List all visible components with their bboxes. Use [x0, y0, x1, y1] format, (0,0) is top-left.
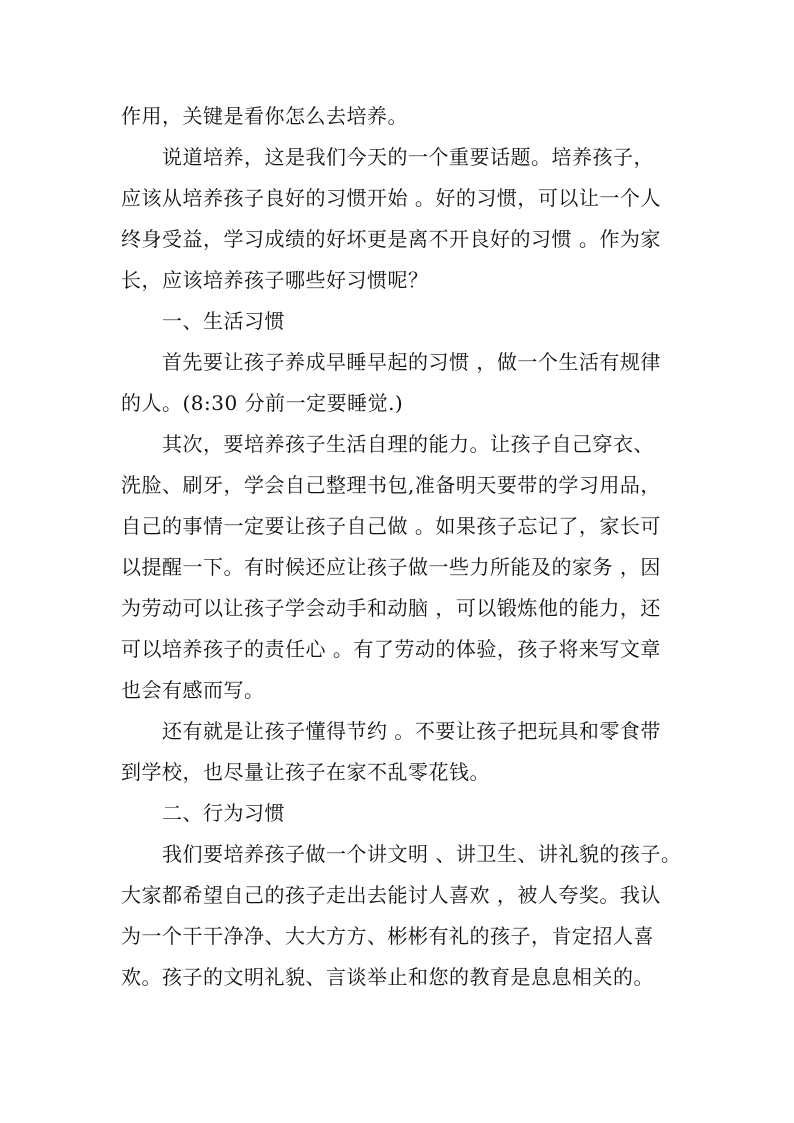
paragraph-thrift	[121, 711, 687, 793]
section-heading-behavior-habits	[121, 793, 687, 834]
text-line: 说道培养，这是我们今天的一个重要话题。培养孩子，	[162, 145, 654, 169]
text-line: 为一个干干净净、大大方方、彬彬有礼的孩子，肯定招人喜	[121, 924, 654, 948]
text-line: 终身受益，学习成绩的好坏更是离不开良好的习惯 。作为家	[121, 227, 661, 251]
paragraph-continuation	[121, 96, 687, 137]
text-line: 洗脸、刷牙，学会自己整理书包,准备明天要带的学习用品，	[121, 473, 661, 497]
text-line: 其次，要培养孩子生活自理的能力。让孩子自己穿衣、	[162, 432, 654, 456]
text-line: 以提醒一下。有时候还应让孩子做一些力所能及的家务 ，因	[121, 555, 661, 579]
text-line: 首先要让孩子养成早睡早起的习惯 ，做一个生活有规律	[162, 350, 661, 374]
paragraph-self-care	[121, 424, 687, 711]
text-line: 一、生活习惯	[162, 309, 285, 333]
text-line: 作用，关键是看你怎么去培养。	[121, 104, 408, 128]
text-line: 也会有感而写。	[121, 678, 265, 702]
text-line: 欢。孩子的文明礼貌、言谈举止和您的教育是息息相关的。	[121, 965, 654, 989]
text-line: 长，应该培养孩子哪些好习惯呢？	[121, 268, 429, 292]
text-line: 二、行为习惯	[162, 801, 285, 825]
paragraph-manners	[121, 834, 687, 998]
text-line: 的人。(8:30 分前一定要睡觉.)	[121, 391, 404, 415]
text-line: 大家都希望自己的孩子走出去能讨人喜欢 ，被人夸奖。我认	[121, 883, 661, 907]
paragraph-sleep	[121, 342, 687, 424]
text-line: 应该从培养孩子良好的习惯开始 。好的习惯，可以让一个人	[121, 186, 661, 210]
text-line: 还有就是让孩子懂得节约 。不要让孩子把玩具和零食带	[162, 719, 661, 743]
text-line: 可以培养孩子的责任心 。有了劳动的体验，孩子将来写文章	[121, 637, 661, 661]
section-heading-living-habits	[121, 301, 687, 342]
document-body	[121, 96, 687, 998]
text-line: 自己的事情一定要让孩子自己做 。如果孩子忘记了，家长可	[121, 514, 661, 538]
paragraph-intro	[121, 137, 687, 301]
text-line: 为劳动可以让孩子学会动手和动脑 ，可以锻炼他的能力，还	[121, 596, 661, 620]
text-line: 到学校，也尽量让孩子在家不乱零花钱。	[121, 760, 490, 784]
text-line: 我们要培养孩子做一个讲文明 、讲卫生、讲礼貌的孩子。	[162, 842, 682, 866]
